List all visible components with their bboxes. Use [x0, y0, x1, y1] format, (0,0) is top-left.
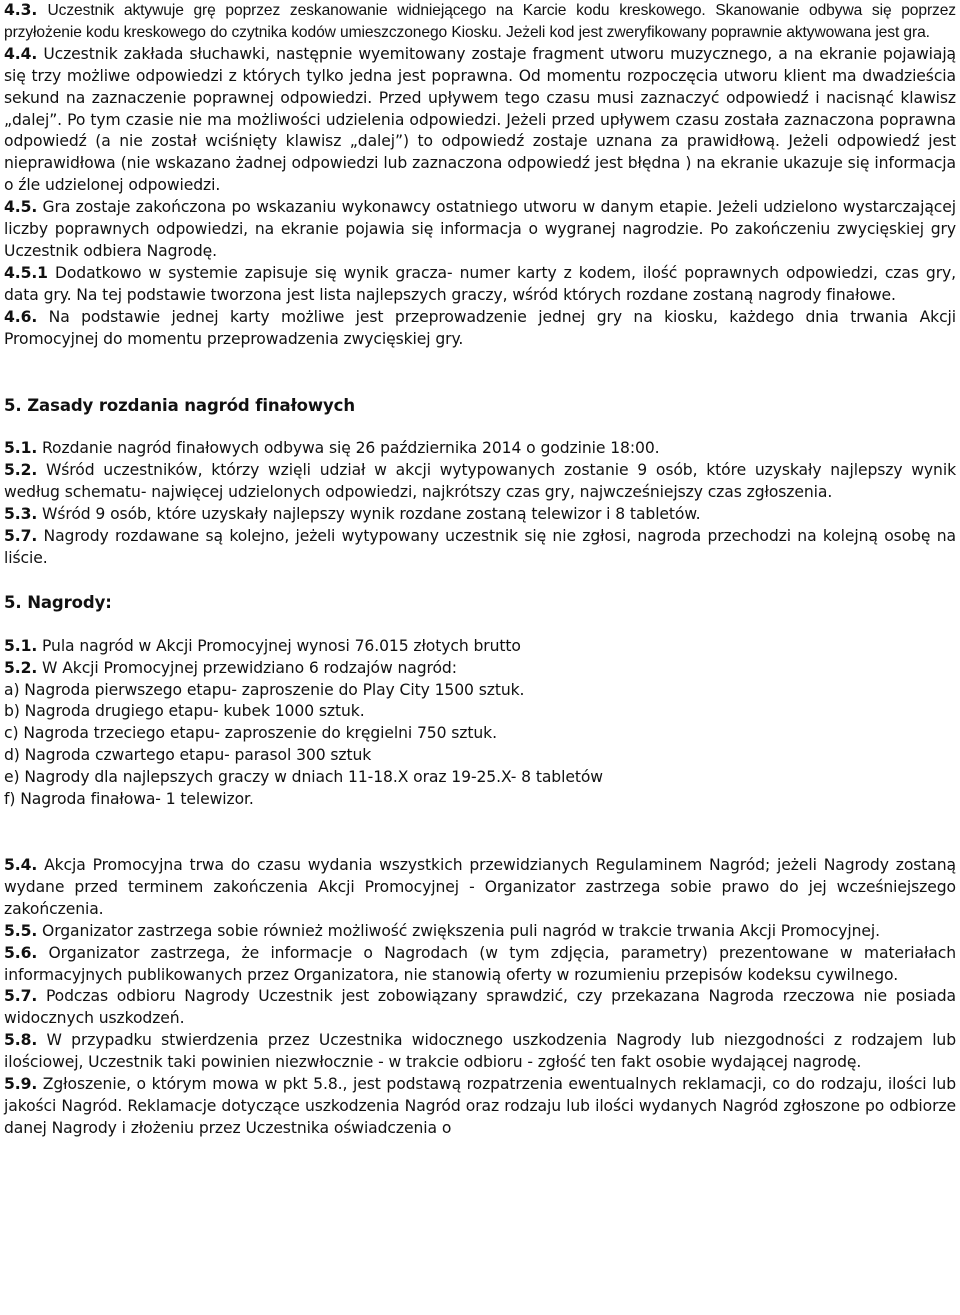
list-item: a) Nagroda pierwszego etapu- zaproszenie do Play City 1500 sztuk. [4, 680, 525, 699]
paragraph-5-7-b [4, 986, 956, 1030]
paragraph-number: 5.5. [4, 921, 38, 940]
paragraph-number: 4.3. [4, 1, 38, 19]
paragraph-5-4 [4, 855, 956, 921]
paragraph-number: 5.2. [4, 461, 38, 480]
paragraph-text: Dodatkowo w systemie zapisuje się wynik gracza- numer karty z kodem, ilość poprawnych odpowiedzi, czas gry, data gry. Na tej podstawie tworzona jest lista najlepszych graczy, wśród których rozdane zostaną nagrody finałowe. [4, 263, 957, 304]
section-4-paragraphs [4, 0, 956, 351]
paragraph-text: Nagrody rozdawane są kolejno, jeżeli wytypowany uczestnik się nie zgłosi, nagroda przechodzi na kolejną osobę na liście. [4, 527, 957, 567]
section-heading-prizes: 5. Nagrody: [4, 592, 112, 612]
paragraph-text: W Akcji Promocyjnej przewidziano 6 rodzajów nagród: [42, 658, 457, 677]
paragraph-5-2 [4, 460, 956, 504]
paragraph-text: Wśród uczestników, którzy wzięli udział w akcji wytypowanych zostanie 9 osób, które uzyskały najlepszy wynik według schematu- najwięcej udzielonych odpowiedzi, najkrótszy czas gry, najwcześniejszy czas zgłoszenia. [4, 461, 956, 502]
paragraph-4-5 [4, 197, 956, 263]
paragraph-5-6 [4, 943, 956, 987]
paragraph-number: 5.9. [4, 1075, 38, 1094]
list-item: d) Nagroda czwartego etapu- parasol 300 sztuk [4, 746, 372, 765]
paragraph-5-3 [4, 504, 956, 526]
paragraph-5-1 [4, 438, 956, 460]
list-item: f) Nagroda finałowa- 1 telewizor. [4, 790, 254, 809]
paragraph-text: Rozdanie nagród finałowych odbywa się 26 października 2014 o godzinie 18:00. [42, 439, 660, 458]
paragraph-text: Podczas odbioru Nagrody Uczestnik jest zobowiązany sprawdzić, czy przekazana Nagroda rzeczowa nie posiada widocznych uszkodzeń. [4, 987, 957, 1028]
prizes-paragraphs [4, 636, 956, 680]
terms-paragraphs [4, 855, 956, 1140]
paragraph-text: Pula nagród w Akcji Promocyjnej wynosi 76.015 złotych brutto [42, 636, 521, 655]
paragraph-5-5 [4, 921, 956, 943]
paragraph-number: 5.6. [4, 943, 38, 962]
paragraph-4-6 [4, 307, 956, 351]
paragraph-4-3 [4, 0, 956, 44]
paragraph-number: 5.3. [4, 505, 38, 524]
paragraph-text: Akcja Promocyjna trwa do czasu wydania wszystkich przewidzianych Regulaminem Nagród; jeżeli Nagrody zostaną wydane przed terminem zakończenia Akcji Promocyjnej - Organizator zastrzega sobie prawo do jej wcześniejszego zakończenia. [4, 856, 956, 918]
paragraph-number: 4.4. [4, 44, 38, 63]
paragraph-text: Organizator zastrzega, że informacje o Nagrodach (w tym zdjęcia, parametry) prezentowane w materiałach informacyjnych publikowanych przez Organizatora, nie stanowią oferty w rozumieniu przepisów kodeksu cywilnego. [4, 943, 957, 984]
paragraph-text: Gra zostaje zakończona po wskazaniu wykonawcy ostatniego utworu w danym etapie. Jeżeli udzielono wystarczającej liczby poprawnych odpowiedzi, na ekranie pojawia się informacja o wygranej nagrodzie. Po zakończeniu zwycięskiej gry Uczestnik odbiera Nagrodę. [4, 198, 957, 260]
list-item: e) Nagrody dla najlepszych graczy w dniach 11-18.X oraz 19-25.X- 8 tabletów [4, 768, 603, 787]
paragraph-text: Uczestnik aktywuje grę poprzez zeskanowanie widniejącego na Karcie kodu kreskowego. Skanowanie odbywa się poprzez przyłożenie kodu kreskowego do czytnika kodów umieszczonego Kiosku. Jeżeli kod jest zweryfikowany poprawnie aktywowana jest gra. [4, 2, 957, 41]
list-item: c) Nagroda trzeciego etapu- zaproszenie do kręgielni 750 sztuk. [4, 724, 497, 743]
paragraph-text: Na podstawie jednej karty możliwe jest przeprowadzenie jednej gry na kiosku, każdego dnia trwania Akcji Promocyjnej do momentu przeprowadzenia zwycięskiej gry. [4, 307, 957, 348]
paragraph-5-7 [4, 526, 956, 570]
section-5-paragraphs [4, 438, 956, 569]
paragraph-number: 5.1. [4, 636, 38, 655]
paragraph-text: Zgłoszenie, o którym mowa w pkt 5.8., jest podstawą rozpatrzenia ewentualnych reklamacji, co do rodzaju, ilości lub jakości Nagród. Reklamacje dotyczące uszkodzenia Nagród oraz rodzaju lub ilości wydanych Nagród zgłoszone po odbiorze danej Nagrody i złożeniu przez Uczestnika oświadczenia o [4, 1075, 956, 1137]
paragraph-number: 4.5.1 [4, 263, 48, 282]
paragraph-number: 4.5. [4, 198, 38, 217]
paragraph-text: W przypadku stwierdzenia przez Uczestnika widocznego uszkodzenia Nagrody lub niezgodności z rodzajem lub ilościowej, Uczestnik taki powinien niezwłocznie - w trakcie odbioru - zgłość ten fakt osobie wydającej nagrodę. [4, 1031, 957, 1072]
paragraph-text: Organizator zastrzega sobie również możliwość zwiększenia puli nagród w trakcie trwania Akcji Promocyjnej. [42, 921, 880, 940]
section-heading-final-prizes: 5. Zasady rozdania nagród finałowych [4, 395, 355, 415]
paragraph-5-8 [4, 1030, 956, 1074]
paragraph-number: 5.7. [4, 987, 38, 1006]
prize-list [4, 680, 956, 811]
paragraph-4-4 [4, 44, 956, 197]
paragraph-4-5-1 [4, 263, 956, 307]
paragraph-5-9 [4, 1074, 956, 1140]
paragraph-number: 5.8. [4, 1031, 38, 1050]
list-item: b) Nagroda drugiego etapu- kubek 1000 sztuk. [4, 702, 365, 721]
paragraph-number: 5.2. [4, 658, 38, 677]
paragraph-number: 5.4. [4, 856, 38, 874]
paragraph-prize-types [4, 658, 956, 680]
paragraph-number: 5.7. [4, 527, 38, 546]
paragraph-text: Uczestnik zakłada słuchawki, następnie wyemitowany zostaje fragment utworu muzycznego, a na ekranie pojawiają się trzy możliwe odpowiedzi z których tylko jedna jest poprawna. Od momentu rozpoczęcia utworu klient ma dwadzieścia sekund na zaznaczenie poprawnej odpowiedzi. Przed upływem tego czasu musi zaznaczyć odpowiedź i nacisnąć klawisz „dalej”. Po tym czasie nie ma możliwości udzielenia odpowiedzi. Jeżeli przed upływem czasu została zaznaczona poprawna odpowiedź (a nie został wciśnięty klawisz „dalej”) to odpowiedź zostaje uznana za prawidłową. Jeżeli odpowiedź jest nieprawidłowa (nie wskazano żadnej odpowiedzi lub zaznaczona odpowiedź jest błędna ) na ekranie ukazuje się informacja o źle udzielonej odpowiedzi. [4, 44, 957, 195]
paragraph-number: 5.1. [4, 439, 38, 458]
paragraph-text: Wśród 9 osób, które uzyskały najlepszy wynik rozdane zostaną telewizor i 8 tabletów. [42, 505, 701, 524]
paragraph-number: 4.6. [4, 307, 38, 326]
paragraph-prize-pool [4, 636, 956, 658]
